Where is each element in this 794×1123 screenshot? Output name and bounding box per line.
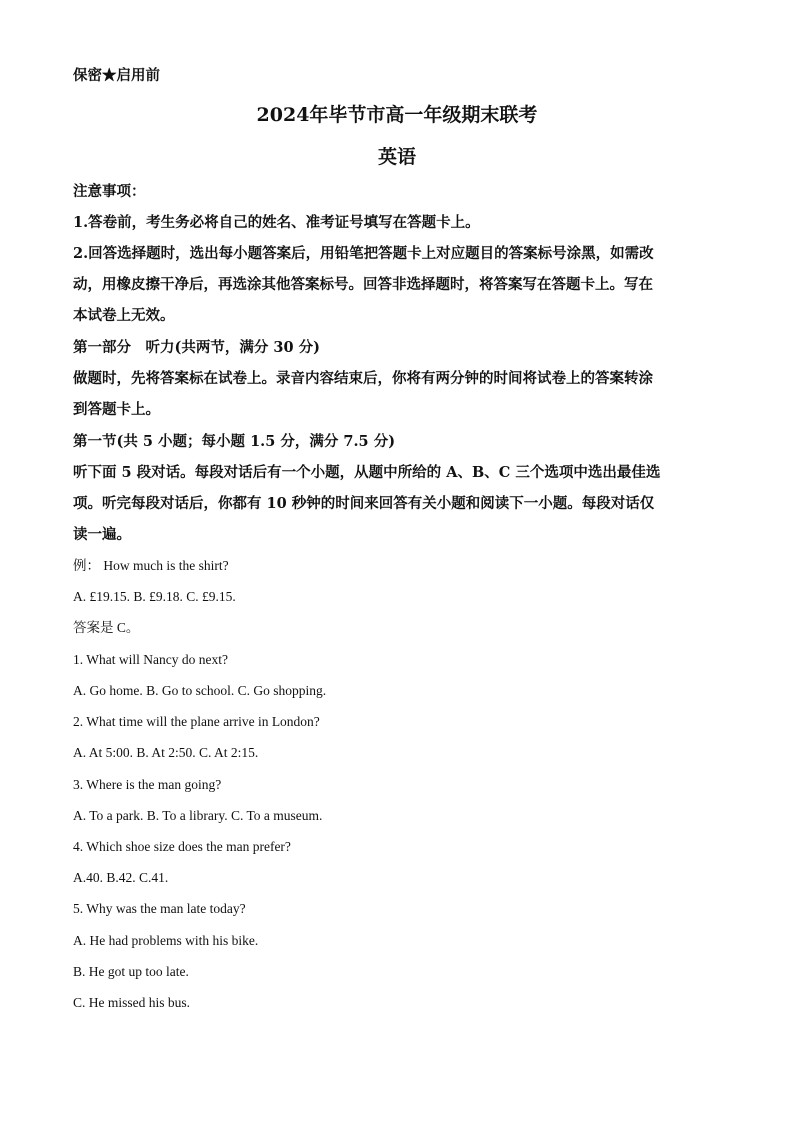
notes-heading: 注意事项： (73, 183, 146, 200)
section1-instructions-line-3: 读一遍。 (73, 526, 131, 543)
part1-instructions-line-1: 做题时，先将答案标在试卷上。录音内容结束后，你将有两分钟的时间将试卷上的答案转涂 (73, 370, 653, 387)
question-5: 5. Why was the man late today? (73, 901, 246, 916)
confidential-label: 保密★启用前 (73, 67, 160, 84)
notes-item-2-line-1: 2.回答选择题时，选出每小题答案后，用铅笔把答题卡上对应题目的答案标号涂黑，如需改 (73, 245, 654, 262)
example-question: 例： How much is the shirt? (73, 558, 229, 573)
question-1-options: A. Go home. B. Go to school. C. Go shopping. (73, 683, 327, 698)
question-1: 1. What will Nancy do next? (73, 652, 228, 667)
question-4-options: A.40. B.42. C.41. (73, 870, 169, 885)
section1-instructions-line-2: 项。听完每段对话后，你都有 10 秒钟的时间来回答有关小题和阅读下一小题。每段对话仅 (73, 495, 655, 512)
notes-item-2-line-2: 动，用橡皮擦干净后，再选涂其他答案标号。回答非选择题时，将答案写在答题卡上。写在 (73, 276, 653, 293)
example-options: A. £19.15. B. £9.18. C. £9.15. (73, 589, 236, 604)
part1-instructions-line-2: 到答题卡上。 (73, 401, 160, 418)
question-2: 2. What time will the plane arrive in London? (73, 714, 320, 729)
question-3: 3. Where is the man going? (73, 777, 222, 792)
section1-heading: 第一节(共 5 小题；每小题 1.5 分，满分 7.5 分) (73, 433, 396, 450)
notes-item-2-line-3: 本试卷上无效。 (73, 307, 175, 324)
question-3-options: A. To a park. B. To a library. C. To a museum. (73, 808, 323, 823)
notes-item-1: 1.答卷前，考生务必将自己的姓名、准考证号填写在答题卡上。 (73, 214, 480, 231)
question-4: 4. Which shoe size does the man prefer? (73, 839, 291, 854)
question-2-options: A. At 5:00. B. At 2:50. C. At 2:15. (73, 745, 259, 760)
subject-title: 英语 (377, 146, 416, 168)
question-5-option-b: B. He got up too late. (73, 964, 189, 979)
question-5-option-c: C. He missed his bus. (73, 995, 191, 1010)
section1-instructions-line-1: 听下面 5 段对话。每段对话后有一个小题，从题中所给的 A、B、C 三个选项中选出最佳选 (73, 464, 661, 481)
part1-heading: 第一部分 听力(共两节，满分 30 分) (73, 339, 320, 356)
exam-title: 2024年毕节市高一年级期末联考 (256, 104, 538, 126)
example-answer: 答案是 C。 (73, 620, 140, 635)
question-5-option-a: A. He had problems with his bike. (73, 933, 259, 948)
